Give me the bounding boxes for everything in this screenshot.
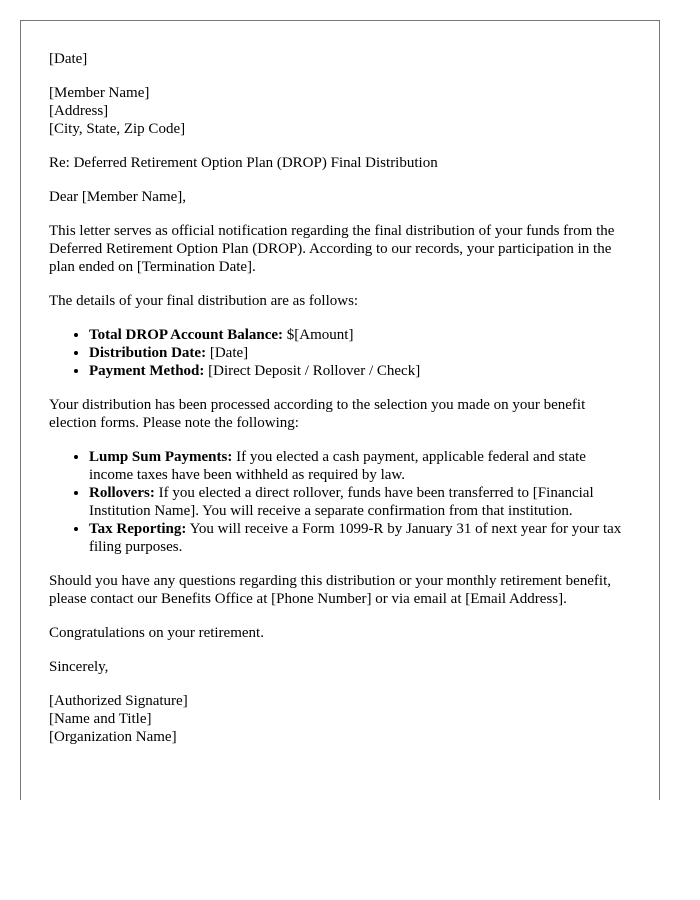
recipient-address: [Address] [49, 103, 109, 119]
recipient-city-state-zip: [City, State, Zip Code] [49, 121, 186, 137]
note-label: Lump Sum Payments: [89, 449, 233, 465]
detail-value: $[Amount] [283, 327, 354, 343]
questions-paragraph: Should you have any questions regarding this distribution or your monthly retirement benefit, please contact our Benefits Office at [Phone Number] or via email at [Email Address]. [49, 573, 611, 607]
list-item [89, 326, 631, 344]
congratulations: Congratulations on your retirement. [49, 625, 264, 641]
organization-name: [Organization Name] [49, 729, 177, 745]
notes-list [49, 448, 631, 556]
list-item [89, 362, 631, 380]
detail-label: Payment Method: [89, 363, 205, 379]
letter-intro: This letter serves as official notification regarding the final distribution of your funds from the Deferred Retirement Option Plan (DROP). According to our records, your participation in the plan ended on [Termination Date]. [49, 223, 615, 275]
details-lead: The details of your final distribution are as follows: [49, 293, 359, 309]
processed-text: Your distribution has been processed according to the selection you made on your benefit election forms. Please note the following: [49, 397, 586, 431]
note-value: You will receive a Form 1099-R by January 31 of next year for your tax filing purposes. [89, 521, 622, 555]
authorized-signature: [Authorized Signature] [49, 693, 188, 709]
note-label: Tax Reporting: [89, 521, 187, 537]
note-value: If you elected a cash payment, applicable federal and state income taxes have been withheld as required by law. [89, 449, 586, 483]
detail-value: [Direct Deposit / Rollover / Check] [204, 363, 421, 379]
list-item [89, 448, 631, 484]
note-label: Rollovers: [89, 485, 155, 501]
note-value: If you elected a direct rollover, funds have been transferred to [Financial Institution Name]. You will receive a separate confirmation from that institution. [89, 485, 594, 519]
letter-salutation: Dear [Member Name], [49, 189, 187, 205]
recipient-name: [Member Name] [49, 85, 150, 101]
list-item [89, 344, 631, 362]
detail-label: Total DROP Account Balance: [89, 327, 284, 343]
list-item [89, 484, 631, 520]
letter-date: [Date] [49, 51, 88, 67]
closing: Sincerely, [49, 659, 109, 675]
signature-block [49, 692, 631, 746]
recipient-block [49, 84, 631, 138]
details-list [49, 326, 631, 380]
signer-name-title: [Name and Title] [49, 711, 152, 727]
detail-label: Distribution Date: [89, 345, 207, 361]
detail-value: [Date] [206, 345, 249, 361]
letter-page [20, 20, 660, 800]
list-item [89, 520, 631, 556]
letter-subject: Re: Deferred Retirement Option Plan (DROP) Final Distribution [49, 155, 438, 171]
